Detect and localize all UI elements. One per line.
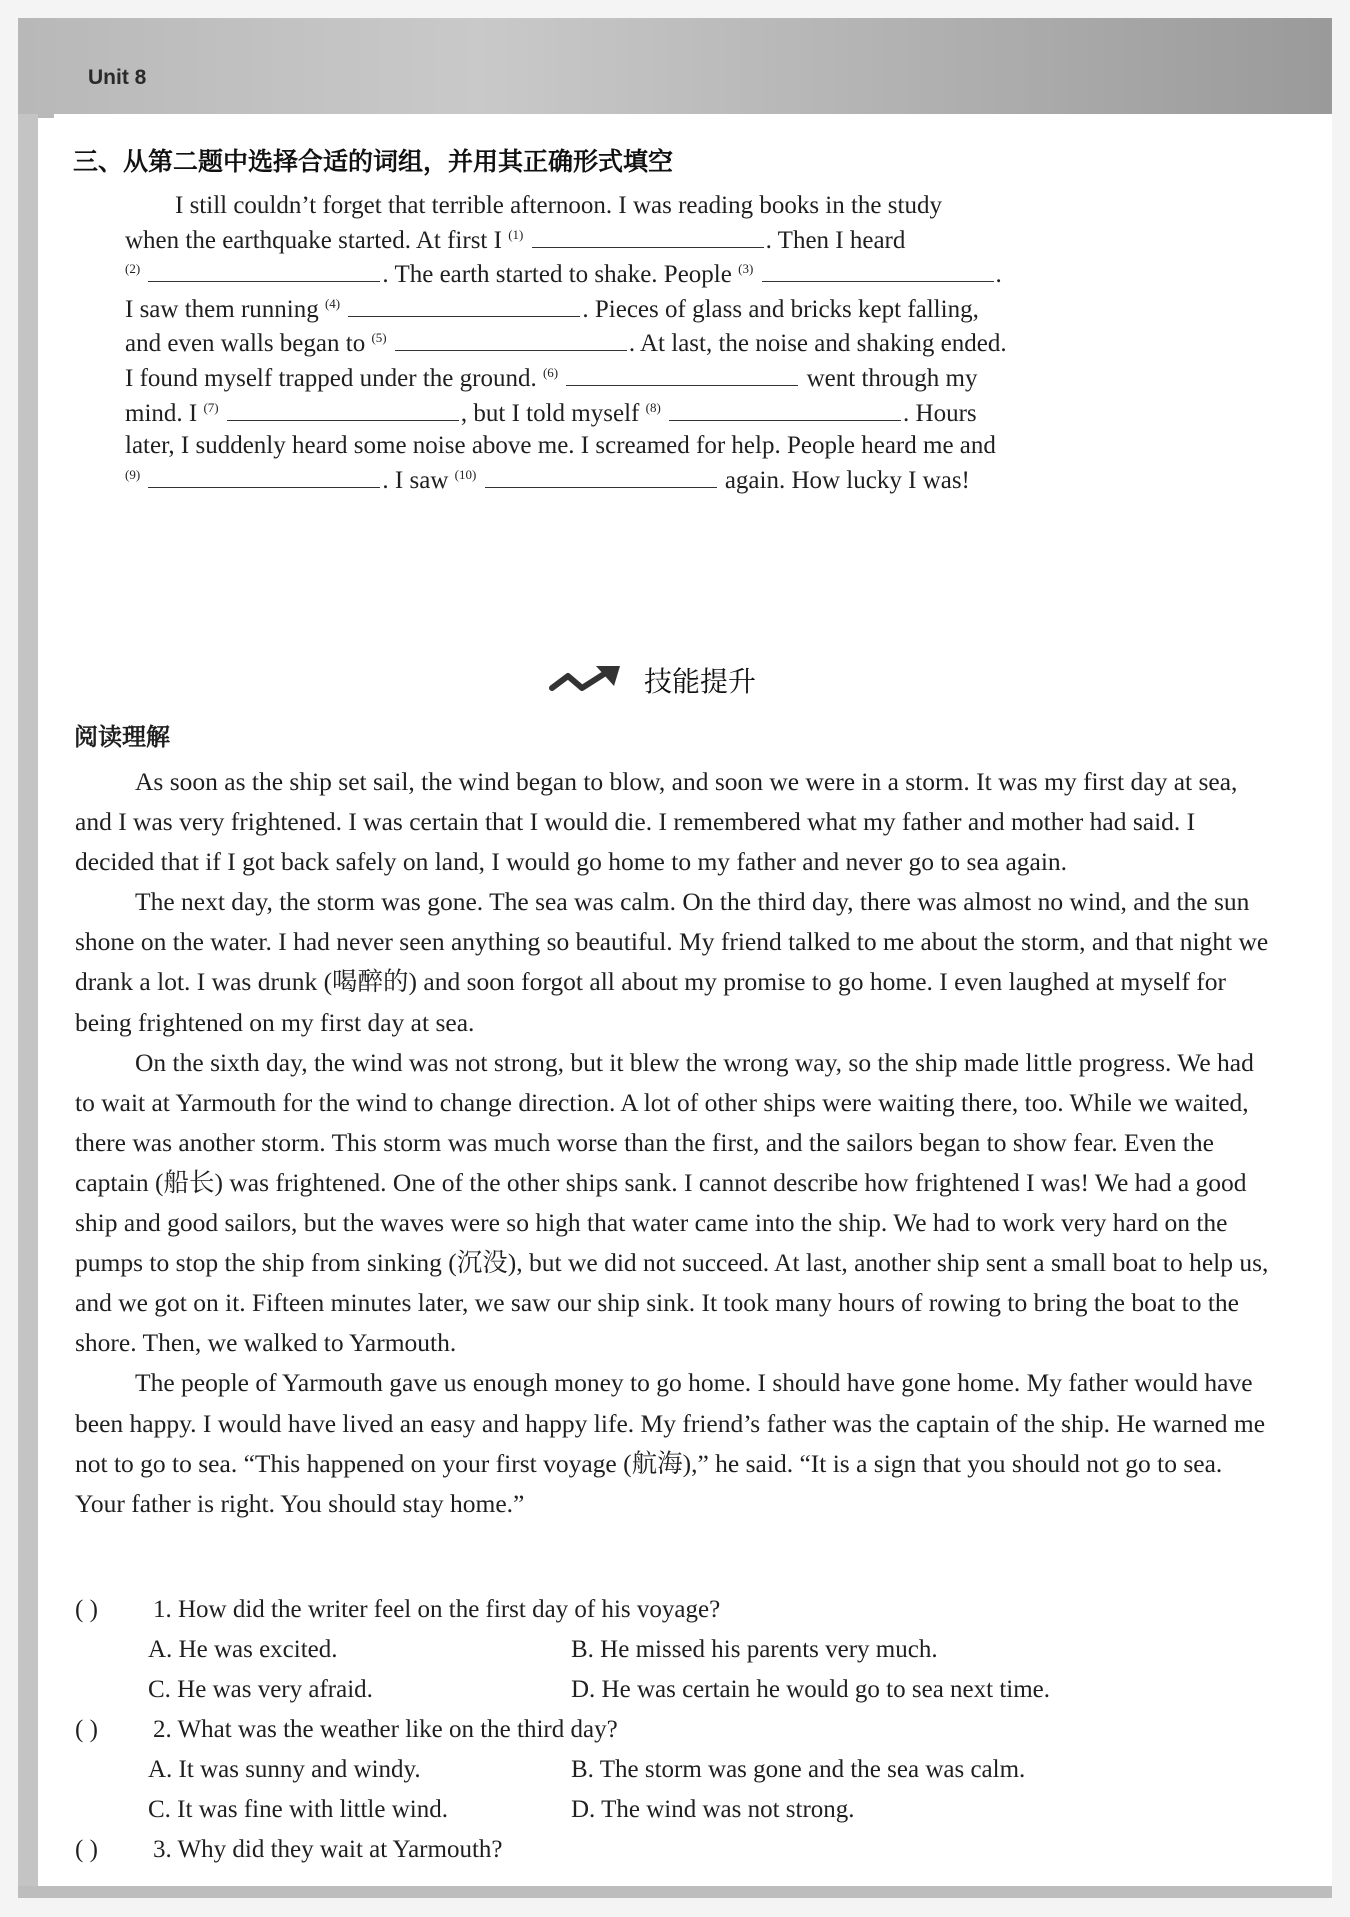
question-2 [75,1710,1275,1750]
option-c: C. He was very afraid. [148,1676,373,1703]
fill-line: $^{(2)}$ . The earth started to shake. People $^{(3)}$ . [125,257,1175,292]
option-a: A. He was excited. [148,1636,338,1663]
blank-number: (8) [645,399,661,415]
blank-number: (7) [203,399,219,415]
fill-line: when the earthquake started. At first I $^{(1)}$ . Then I heard [125,223,1175,258]
bottom-margin-bar [18,1886,1332,1898]
skill-title: 技能提升 [644,665,757,698]
question-3 [75,1830,1275,1870]
blank-9[interactable] [148,463,380,488]
blank-3[interactable] [762,257,994,282]
blank-number: (4) [324,295,341,311]
question-text: 1. How did the writer feel on the first day of his voyage? [153,1596,721,1623]
option-d: D. He was certain he would go to sea next time. [571,1676,1051,1703]
blank-number: (1) [508,226,524,242]
blank-number: (10) [454,466,477,482]
fill-line: I found myself trapped under the ground. $^{(6)}$ went through my [125,361,1175,396]
blank-number: (2) [125,261,141,277]
fill-line: I saw them running $^{(4)}$ . Pieces of glass and bricks kept falling, [125,292,1175,327]
reading-passage [75,762,1275,1524]
blank-6[interactable] [566,361,798,386]
header-band [18,18,1332,118]
blank-7[interactable] [227,396,459,421]
passage-paragraph: On the sixth day, the wind was not strong, but it blew the wrong way, so the ship made little progress. We had to wait at Yarmouth for the wind to change direction. A lot of other ships were waiting there, too. While we waited, there was another storm. This storm was much worse than the first, and the sailors began to show fear. Even the captain (船长) was frightened. One of the other ships sank. I cannot describe how frightened I was! We had a good ship and good sailors, but the waves were so high that water came into the ship. We had to work very hard on the pumps to stop the ship from sinking (沉没), but we did not succeed. At last, another ship sent a small boat to help us, and we got on it. Fifteen minutes later, we saw our ship sink. It took many hours of rowing to bring the boat to the shore. Then, we walked to Yarmouth. [75,1047,1269,1358]
fill-line: $^{(9)}$ . I saw $^{(10)}$ again. How lucky I was! [125,463,1175,498]
skill-heading [548,658,756,702]
option-b: B. He missed his parents very much. [571,1636,938,1663]
unit-label: Unit 8 [88,66,147,89]
blank-number: (9) [125,466,141,482]
question-text: 2. What was the weather like on the third day? [153,1716,618,1743]
passage-paragraph: The people of Yarmouth gave us enough money to go home. I should have gone home. My father would have been happy. I would have lived an easy and happy life. My friend’s father was the captain of the ship. He warned me not to go to sea. “This happened on your first voyage (航海),” he said. “It is a sign that you should not go to sea. Your father is right. You should stay home.” [75,1368,1266,1518]
option-b: B. The storm was gone and the sea was calm. [571,1756,1026,1783]
fill-line: I still couldn’t forget that terrible afternoon. I was reading books in the study [175,192,942,219]
blank-2[interactable] [148,257,380,282]
option-a: A. It was sunny and windy. [148,1756,421,1783]
fill-section-title: 三、从第二题中选择合适的词组，并用其正确形式填空 [73,147,674,176]
trend-arrow-icon [548,662,628,698]
workbook-page [18,18,1332,1898]
fill-line: and even walls began to $^{(5)}$ . At last, the noise and shaking ended. [125,326,1175,361]
fill-line: mind. I $^{(7)}$ , but I told myself $^{(8)}$ . Hours [125,396,1175,431]
left-margin-bar [18,114,38,1898]
answer-paren[interactable]: ( ) [75,1716,98,1743]
question-1 [75,1590,1275,1630]
blank-4[interactable] [348,292,580,317]
blank-5[interactable] [395,326,627,351]
blank-1[interactable] [532,223,764,248]
fill-in-passage [125,190,1175,497]
question-text: 3. Why did they wait at Yarmouth? [153,1836,503,1863]
option-d: D. The wind was not strong. [571,1796,855,1823]
blank-number: (3) [738,261,754,277]
answer-paren[interactable]: ( ) [75,1836,98,1863]
blank-8[interactable] [669,396,901,421]
blank-number: (6) [542,364,559,380]
reading-label: 阅读理解 [74,723,170,751]
option-c: C. It was fine with little wind. [148,1796,448,1823]
blank-10[interactable] [485,463,717,488]
fill-line: later, I suddenly heard some noise above me. I screamed for help. People heard me and [125,432,996,460]
answer-paren[interactable]: ( ) [75,1596,98,1623]
passage-paragraph: As soon as the ship set sail, the wind began to blow, and soon we were in a storm. It was my first day at sea, and I was very frightened. I was certain that I would die. I remembered what my father and mother had said. I decided that if I got back safely on land, I would go home to my father and never go to sea again. [75,767,1238,877]
passage-paragraph: The next day, the storm was gone. The sea was calm. On the third day, there was almost no wind, and the sun shone on the water. I had never seen anything so beautiful. My friend talked to me about the storm, and that night we drank a lot. I was drunk (喝醉的) and soon forgot all about my promise to go home. I even laughed at myself for being frightened on my first day at sea. [75,887,1269,1037]
blank-number: (5) [371,330,387,346]
